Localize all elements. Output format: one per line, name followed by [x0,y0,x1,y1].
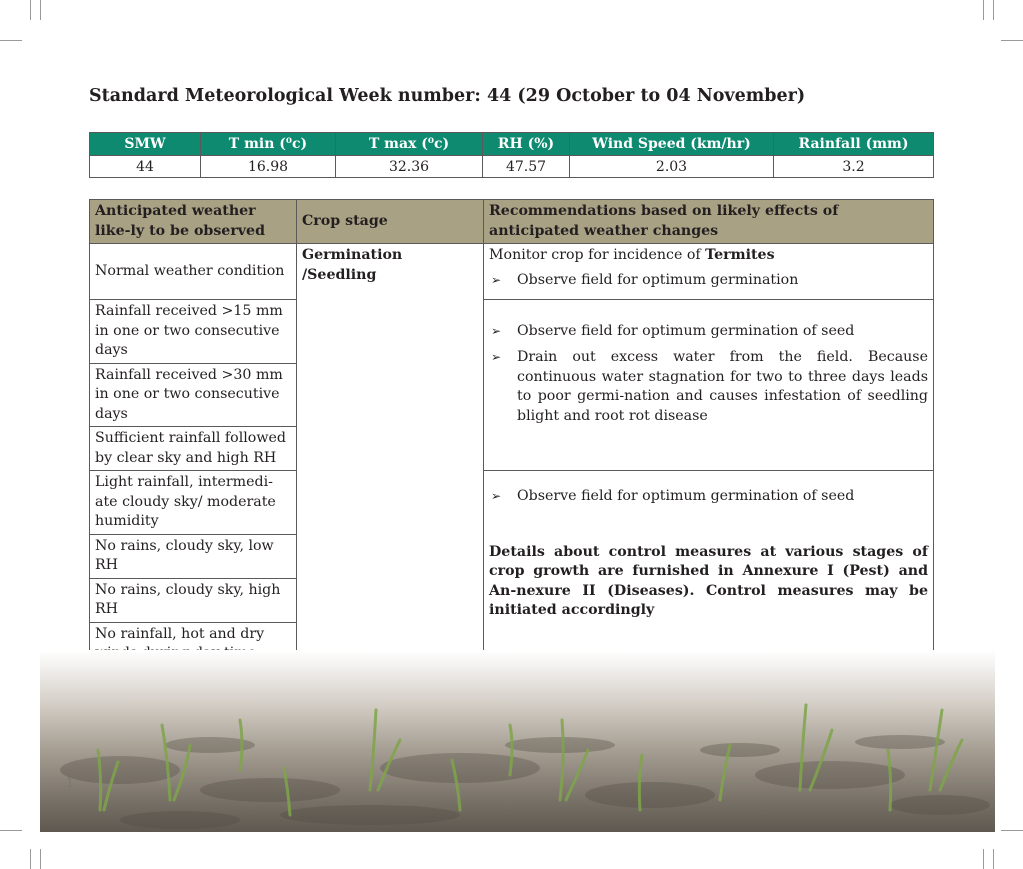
crop-mark [983,849,984,869]
crop-mark [0,40,22,41]
list-item [489,322,928,342]
list-item [489,487,928,507]
weather-condition: No rains, cloudy sky, high RH [90,578,297,622]
seedling-field-image [40,650,995,832]
column-header: T max (⁰c) [336,133,483,156]
crop-mark [30,0,31,20]
column-header: RH (%) [483,133,570,156]
recommendation-text: Monitor crop for incidence of [489,247,706,263]
weather-condition: Normal weather condition [90,244,297,300]
arrow-bullet-icon: ➢ [491,272,502,287]
recommendation [484,471,934,667]
arrow-bullet-icon: ➢ [491,323,502,338]
crop-mark [0,830,22,831]
crop-mark [40,0,41,20]
crop-stage: Germination /Seedling [297,244,484,667]
table-cell: 47.57 [483,156,570,178]
column-header: SMW [90,133,201,156]
recommendation-intro [489,246,928,266]
weather-condition: No rains, cloudy sky, low RH [90,534,297,578]
crop-mark [1001,830,1023,831]
table-row [90,156,934,178]
column-header: Recommendations based on likely effects of anticipated weather changes [484,200,934,244]
crop-mark [993,0,994,20]
crop-mark [40,849,41,869]
weather-summary-table [89,132,934,178]
arrow-bullet-icon: ➢ [491,350,502,365]
list-item [489,271,928,291]
recommendation [484,244,934,300]
list-item [489,348,928,426]
table-header-row [90,200,934,244]
column-header: Anticipated weather like-ly to be observed [90,200,297,244]
recommendation-text: Drain out excess water from the field. Because continuous water stagnation for two to three days leads to poor germi-nation and causes infestation of seedling blight and root rot disease [517,349,928,424]
table-row [90,300,934,364]
table-cell: 2.03 [570,156,774,178]
weather-condition: Rainfall received >30 mm in one or two consecutive days [90,363,297,427]
table-cell: 44 [90,156,201,178]
column-header: Rainfall (mm) [774,133,934,156]
weather-condition: Sufficient rainfall followed by clear sky and high RH [90,427,297,471]
table-row [90,244,934,300]
recommendation-text: Observe field for optimum germination of seed [517,322,855,339]
control-measures-note: Details about control measures at various stages of crop growth are furnished in Annexure I (Pest) and An-nexure II (Diseases). Control measures may be initiated accordingly [489,543,928,618]
crop-mark [983,0,984,20]
crop-mark [993,849,994,869]
crop-mark [1001,40,1023,41]
page-number: 1 [66,776,74,790]
weather-condition: Rainfall received >15 mm in one or two consecutive days [90,300,297,364]
crop-mark [30,849,31,869]
table-header-row [90,133,934,156]
column-header: T min (⁰c) [201,133,336,156]
weather-condition: Light rainfall, intermedi-ate cloudy sky/ moderate humidity [90,471,297,535]
advisory-table [89,199,934,667]
recommendation [484,300,934,471]
column-header: Crop stage [297,200,484,244]
page-title: Standard Meteorological Week number: 44 (29 October to 04 November) [89,86,806,106]
table-row [90,471,934,535]
weather-condition: No rainfall, hot and dry [90,622,297,666]
table-cell: 3.2 [774,156,934,178]
recommendation-text: Observe field for optimum germination of seed [517,488,855,504]
column-header: Wind Speed (km/hr) [570,133,774,156]
table-cell: 16.98 [201,156,336,178]
recommendation-text: Observe field for optimum germination [517,271,799,288]
pest-name: Termites [705,247,775,263]
table-cell: 32.36 [336,156,483,178]
arrow-bullet-icon: ➢ [491,489,502,503]
